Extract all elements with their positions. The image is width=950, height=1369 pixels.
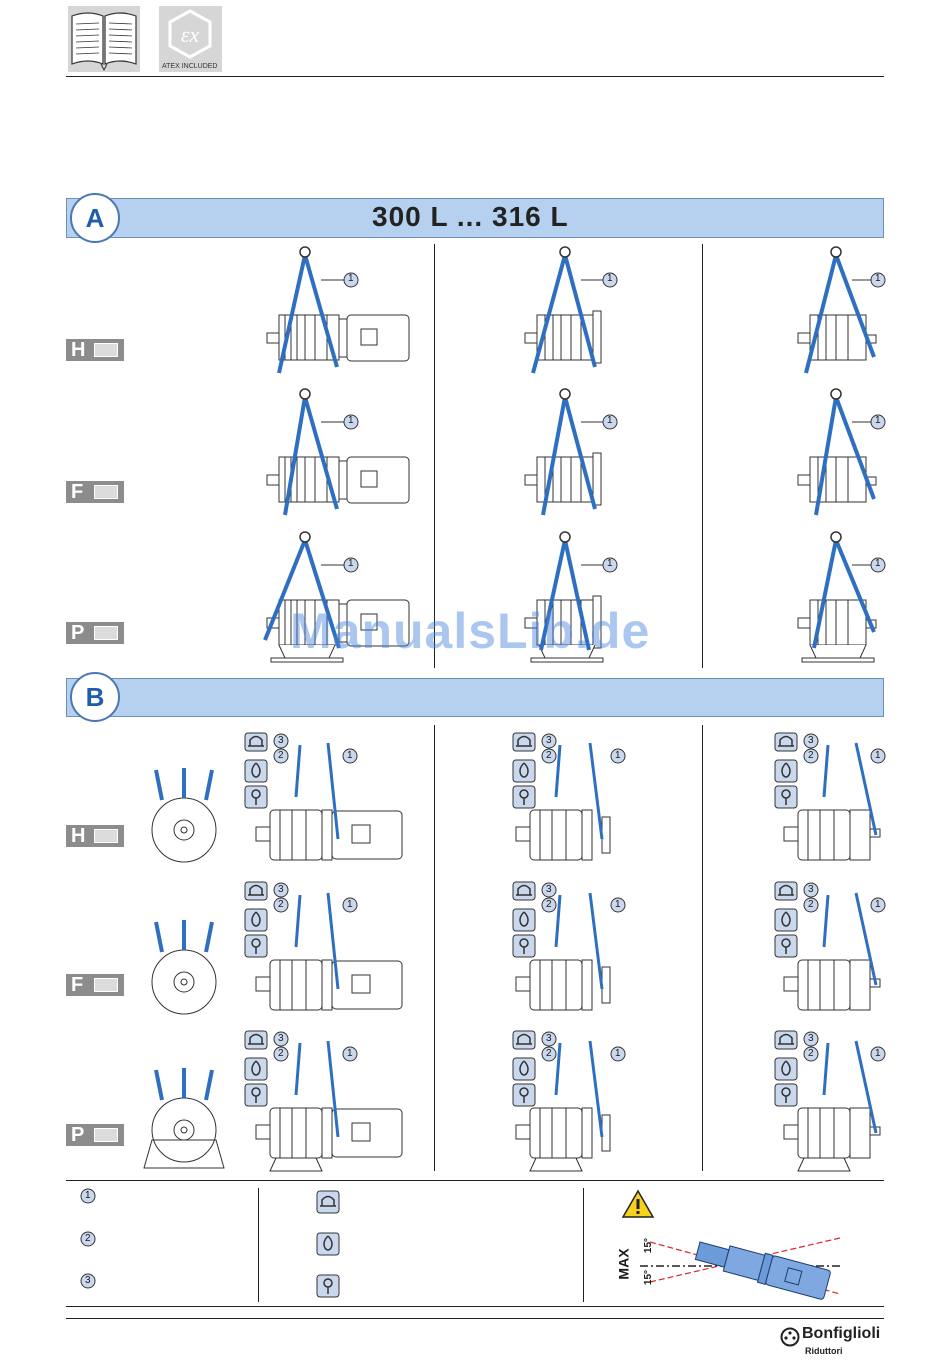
brand-subtitle: Riduttori (805, 1346, 843, 1356)
brand-name: Bonfiglioli (802, 1325, 881, 1342)
legend-number: 3 (85, 1275, 91, 1286)
section-a-letter: A (70, 193, 120, 243)
callout-sling: 1 (615, 899, 621, 910)
callout-ring: 3 (546, 735, 552, 746)
hook-icon (317, 1233, 339, 1255)
callout-sling: 1 (875, 1048, 881, 1059)
callout-hook: 2 (278, 899, 284, 910)
callout-sling: 1 (348, 415, 354, 426)
mounting-badge-h: H (66, 339, 124, 361)
callout-ring: 3 (808, 1033, 814, 1044)
legend-bottom-divider (66, 1306, 884, 1307)
callout-hook: 2 (808, 899, 814, 910)
atex-label: ATEX INCLUDED (162, 63, 218, 70)
mounting-badge-f: F (66, 481, 124, 503)
callout-ring: 3 (546, 884, 552, 895)
tilt-diagram (640, 1222, 880, 1302)
legend-number: 1 (85, 1190, 91, 1201)
callout-ring: 3 (278, 884, 284, 895)
mounting-badge-h: H (66, 825, 124, 847)
callout-sling: 1 (347, 1048, 353, 1059)
callout-sling: 1 (607, 415, 613, 426)
callout-ring: 3 (808, 884, 814, 895)
callout-hook: 2 (808, 750, 814, 761)
callout-hook: 2 (546, 899, 552, 910)
callout-hook: 2 (546, 750, 552, 761)
eyebolt-icon (317, 1275, 339, 1297)
callout-sling: 1 (348, 273, 354, 284)
section-b-letter: B (70, 672, 120, 722)
mounting-badge-p: P (66, 1124, 124, 1146)
callout-sling: 1 (347, 899, 353, 910)
callout-hook: 2 (278, 1048, 284, 1059)
section-a-title: 300 L ... 316 L (372, 201, 569, 232)
bonfiglioli-logo-icon (780, 1327, 800, 1347)
callout-sling: 1 (875, 899, 881, 910)
callout-hook: 2 (278, 750, 284, 761)
callout-hook: 2 (546, 1048, 552, 1059)
callout-sling: 1 (875, 273, 881, 284)
callout-sling: 1 (615, 1048, 621, 1059)
callout-ring: 3 (546, 1033, 552, 1044)
callout-ring: 3 (808, 735, 814, 746)
callout-sling: 1 (607, 558, 613, 569)
callout-sling: 1 (347, 750, 353, 761)
callout-sling: 1 (348, 558, 354, 569)
callout-sling: 1 (875, 415, 881, 426)
callout-ring: 3 (278, 735, 284, 746)
mounting-badge-p: P (66, 622, 124, 644)
tilt-angle-up: 15° (643, 1237, 655, 1254)
tilt-angle-down: 15° (643, 1269, 655, 1286)
shackle-icon (317, 1191, 339, 1213)
callout-sling: 1 (607, 273, 613, 284)
legend-number: 2 (85, 1233, 91, 1244)
callout-ring: 3 (278, 1033, 284, 1044)
watermark: ManualsLib.de (290, 603, 651, 659)
callout-hook: 2 (808, 1048, 814, 1059)
footer-divider (66, 1318, 884, 1319)
svg-text:εx: εx (180, 22, 200, 47)
callout-sling: 1 (615, 750, 621, 761)
tilt-max-label: MAX (615, 1248, 632, 1280)
mounting-badge-f: F (66, 974, 124, 996)
warning-triangle-icon (621, 1189, 655, 1219)
callout-sling: 1 (875, 558, 881, 569)
callout-sling: 1 (875, 750, 881, 761)
